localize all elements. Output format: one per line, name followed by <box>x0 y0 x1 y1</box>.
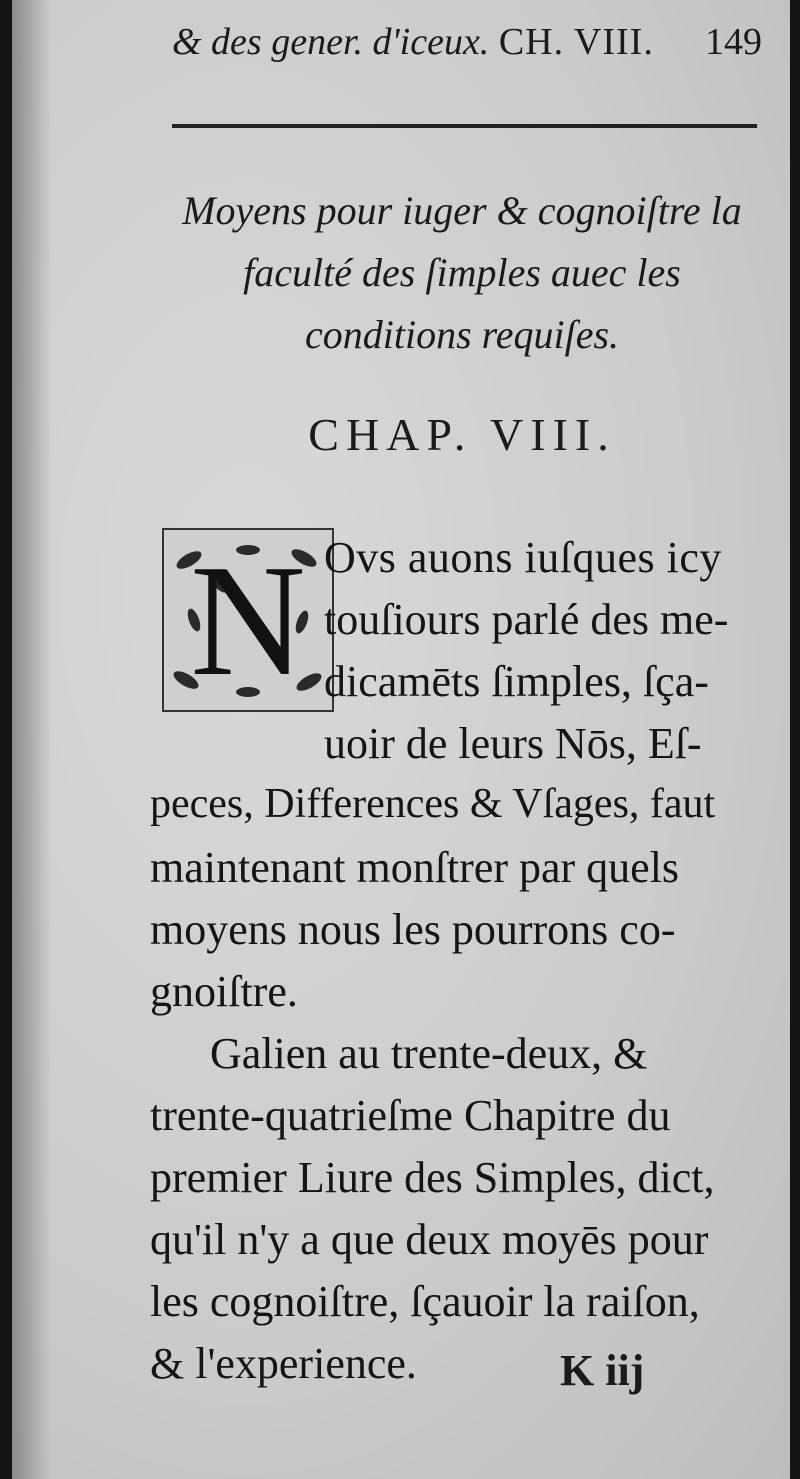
ornamental-drop-cap <box>162 528 334 712</box>
book-page <box>12 0 790 1479</box>
body-line: Ovs auons iuſques icy <box>324 533 722 582</box>
body-line: maintenant monſtrer par quels <box>150 843 680 892</box>
signature-mark: K iij <box>560 1346 645 1395</box>
running-head <box>172 20 762 70</box>
page-number: 149 <box>705 21 762 63</box>
running-head-chapter: CH. VIII. <box>498 21 654 63</box>
body-line: les cognoiſtre, ſçauoir la raiſon, <box>150 1277 700 1326</box>
running-head-text: & des gener. d'iceux. <box>172 21 490 63</box>
chapter-heading: CHAP. VIII. <box>308 409 616 460</box>
body-line: touſiours parlé des me- <box>324 595 729 644</box>
body-line: trente-quatrieſme Chapitre du <box>150 1091 671 1140</box>
body-line: peces, Differences & Vſages, faut <box>150 781 716 827</box>
body-line: uoir de leurs Nōs, Eſ- <box>324 719 702 768</box>
chapter-title <box>152 180 772 366</box>
body-line: moyens nous les pourrons co- <box>150 905 676 954</box>
body-line: dicamēts ſimples, ſça- <box>324 657 709 706</box>
title-line: conditions requiſes. <box>304 312 620 357</box>
title-line: faculté des ſimples auec les <box>243 250 681 295</box>
body-line: premier Liure des Simples, dict, <box>150 1153 715 1202</box>
drop-cap-letter: N <box>190 531 306 709</box>
body-line: Galien au trente-deux, & <box>210 1029 648 1078</box>
gutter-shadow <box>12 0 52 1479</box>
header-rule <box>172 124 757 128</box>
body-line: qu'il n'y a que deux moyēs pour <box>150 1215 709 1264</box>
body-line: & l'experience. <box>150 1339 417 1388</box>
title-line: Moyens pour iuger & cognoiſtre la <box>182 188 742 233</box>
body-line: gnoiſtre. <box>150 967 298 1016</box>
